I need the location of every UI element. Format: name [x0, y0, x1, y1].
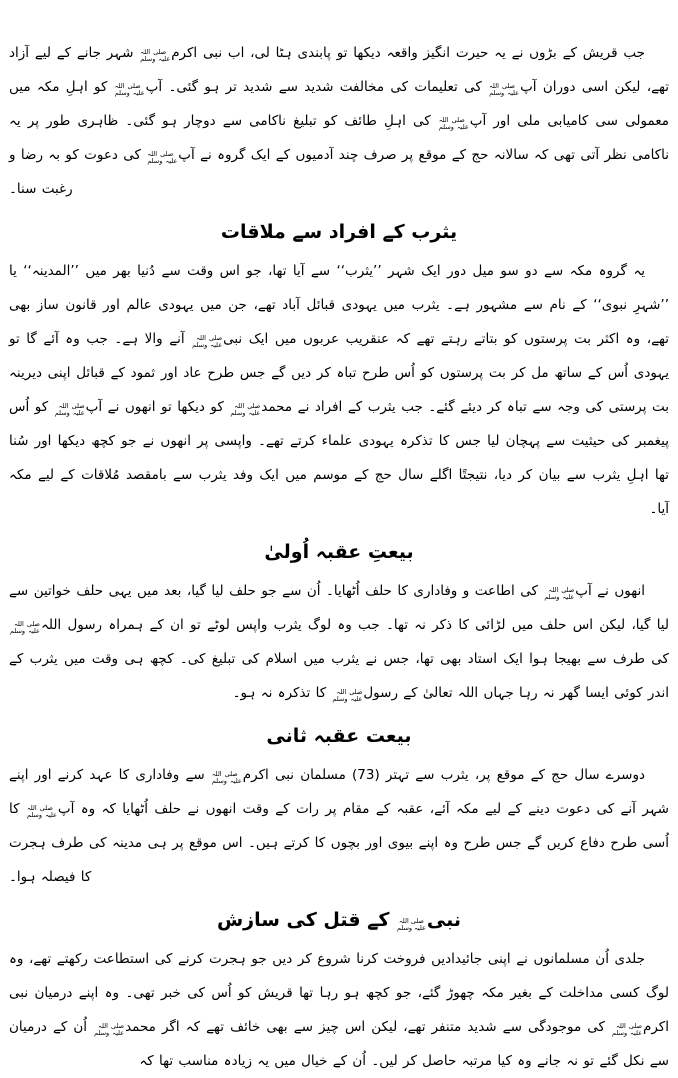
sallallahu-alaihi-wasallam-mark: صلی اللہ علیہ وسلم: [114, 82, 145, 97]
sallallahu-alaihi-wasallam-mark: صلی اللہ علیہ وسلم: [230, 402, 261, 417]
sallallahu-alaihi-wasallam-mark: صلی اللہ علیہ وسلم: [211, 770, 242, 785]
second-pledge-paragraph: دوسرے سال حج کے موقع پر، یثرب سے تہتر (73) مسلمان نبی اکرم صلی اللہ علیہ وسلم سے وفاداری کا عہد کرنے اور اپنے شہر آنے کی دعوت دینے کے لیے مکہ آئے، عقبہ کے مقام پر رات کے وقت انھوں نے حلف اُٹھایا کہ وہ آپ صلی اللہ علیہ وسلم کا اُسی طرح دفاع کریں گے جس طرح وہ اپنے بیوی اور بچوں کا کرتے ہیں۔ اس موقع پر ہی مدینہ کی طرف ہجرت کا فیصلہ ہوا۔: [9, 767, 669, 885]
first-pledge-paragraph: انھوں نے آپ صلی اللہ علیہ وسلم کی اطاعت و وفاداری کا حلف اُٹھایا۔ اُن سے جو حلف لیا گیا، بعد میں یہی حلف خواتین سے لیا گیا، لیکن اس حلف میں لڑائی کا ذکر نہ تھا۔ جب وہ لوگ یثرب واپس لوٹے تو ان کے ہمراہ رسول اللہ صلی اللہ علیہ وسلم کی طرف سے بھیجا ہوا ایک استاد بھی تھا، جس نے یثرب میں اسلام کی تبلیغ کی۔ کچھ ہی وقت میں یثرب کے اندر کوئی ایسا گھر نہ رہا جہاں اللہ تعالیٰ کے رسول صلی اللہ علیہ وسلم کا تذکرہ نہ ہو۔: [9, 583, 669, 703]
sallallahu-alaihi-wasallam-mark: صلی اللہ علیہ وسلم: [147, 150, 178, 165]
sallallahu-alaihi-wasallam-mark: صلی اللہ علیہ وسلم: [26, 804, 57, 819]
sallallahu-alaihi-wasallam-mark: صلی اللہ علیہ وسلم: [489, 82, 520, 97]
yathrib-delegation-paragraph: یہ گروہ مکہ سے دو سو میل دور ایک شہر ’’یثرب‘‘ سے آیا تھا، جو اس وقت سے دُنیا بھر میں ’’المدینہ‘‘ یا ’’شہرِ نبوی‘‘ کے نام سے مشہور ہے۔ یثرب میں یہودی قبائل آباد تھے، جن میں یہودی عالم اور قانون ساز بھی تھے، وہ اکثر بت پرستوں کو بتاتے رہتے تھے کہ عنقریب عربوں میں ایک نبی صلی اللہ علیہ وسلم آنے والا ہے۔ جب وہ آئے گا تو یہودی اُس کے ساتھ مل کر بت پرستوں کو اُس طرح تباہ کر دیں گے جس طرح عاد اور ثمود کے قبائل اپنی دیرینہ بت پرستی کی وجہ سے تباہ کر دیئے گئے۔ جب یثرب کے افراد نے محمد صلی اللہ علیہ وسلم کو دیکھا تو انھوں نے آپ صلی اللہ علیہ وسلم کو اُس پیغمبر کی حیثیت سے پہچان لیا جس کا تذکرہ یہودی علماء کرتے تھے۔ واپسی پر انھوں نے جو کچھ دیکھا اور سُنا تھا اہلِ یثرب سے بیان کر دیا، نتیجتًا اگلے سال حج کے موسم میں ایک وفد یثرب سے بامقصد مُلاقات کے لیے مکہ آیا۔: [9, 263, 670, 517]
sallallahu-alaihi-wasallam-mark: صلی اللہ علیہ وسلم: [612, 1022, 642, 1037]
sallallahu-alaihi-wasallam-mark: صلی اللہ علیہ وسلم: [140, 48, 171, 63]
sallallahu-alaihi-wasallam-mark: صلی اللہ علیہ وسلم: [192, 334, 223, 349]
heading-second-pledge-of-aqaba: بیعت عقبہ ثانی: [266, 725, 412, 747]
heading-assassination-plot: نبی صلی اللہ علیہ وسلم کے قتل کی سازش: [216, 909, 462, 932]
sallallahu-alaihi-wasallam-mark: صلی اللہ علیہ وسلم: [332, 688, 363, 703]
heading-first-pledge-of-aqaba: بیعتِ عقبہ اُولیٰ: [264, 541, 414, 563]
assassination-plot-paragraph: جلدی اُن مسلمانوں نے اپنی جائیدادیں فروخت کرنا شروع کر دیں جو ہجرت کرنے کی استطاعت رکھتے تھے، وہ لوگ کسی مداخلت کے بغیر مکہ چھوڑ گئے، جو کچھ ہو رہا تھا قریش کو اُس کی خبر تھی۔ وہ اپنے درمیان نبی اکرم صلی اللہ علیہ وسلم کی موجودگی سے شدید متنفر تھے، لیکن اس چیز سے بھی خائف تھے کہ اگر محمد صلی اللہ علیہ وسلم اُن کے درمیان سے نکل گئے تو نہ جانے وہ کیا مرتبہ حاصل کر لیں۔ اُن کے خیال میں یہ زیادہ مناسب تھا کہ: [9, 951, 669, 1069]
sallallahu-alaihi-wasallam-mark: صلی اللہ علیہ وسلم: [94, 1022, 125, 1037]
sallallahu-alaihi-wasallam-mark: صلی اللہ علیہ وسلم: [438, 116, 469, 131]
heading-meeting-with-yathrib-people: یثرب کے افراد سے ملاقات: [220, 221, 458, 243]
sallallahu-alaihi-wasallam-mark: صلی اللہ علیہ وسلم: [10, 620, 40, 635]
sallallahu-alaihi-wasallam-mark: صلی اللہ علیہ وسلم: [396, 917, 426, 932]
sallallahu-alaihi-wasallam-mark: صلی اللہ علیہ وسلم: [544, 586, 575, 601]
intro-paragraph: جب قریش کے بڑوں نے یہ حیرت انگیز واقعہ دیکھا تو پابندی ہٹا لی، اب نبی اکرم صلی اللہ علیہ وسلم شہر جانے کے لیے آزاد تھے، لیکن اسی دوران آپ صلی اللہ علیہ وسلم کی تعلیمات کی مخالفت شدید سے شدید تر ہو گئی۔ آپ صلی اللہ علیہ وسلم کو اہلِ مکہ میں معمولی سی کامیابی ملی اور آپ صلی اللہ علیہ وسلم کی اہلِ طائف کو تبلیغ ناکامی سے دوچار ہو گئی۔ ظاہری طور پر یہ ناکامی نظر آتی تھی کہ سالانہ حج کے موقع پر صرف چند آدمیوں کے ایک گروہ نے آپ صلی اللہ علیہ وسلم کی دعوت کو بہ رضا و رغبت سنا۔: [9, 45, 669, 197]
sallallahu-alaihi-wasallam-mark: صلی اللہ علیہ وسلم: [54, 402, 85, 417]
